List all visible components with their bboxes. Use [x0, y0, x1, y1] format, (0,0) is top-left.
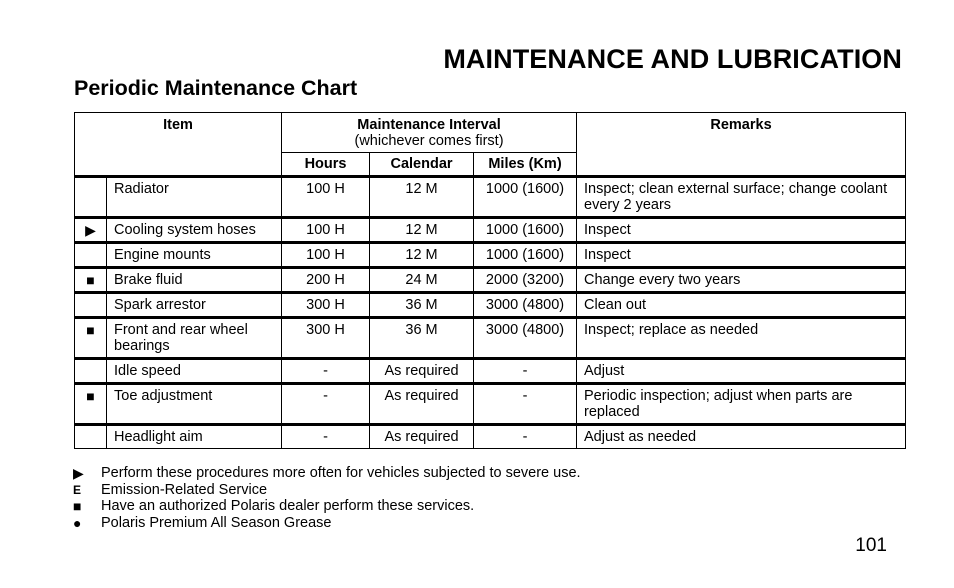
legend-text: Emission-Related Service [101, 481, 268, 498]
legend-symbol: ● [73, 514, 82, 531]
miles-header: Miles (Km) [474, 153, 577, 177]
legend-item [73, 515, 581, 532]
row-miles: 1000 (1600) [474, 218, 577, 243]
legend [73, 465, 581, 531]
legend-symbol: ■ [73, 498, 82, 514]
row-remarks: Adjust [577, 359, 906, 384]
row-remarks: Inspect [577, 218, 906, 243]
row-symbol [75, 359, 107, 384]
row-hours: 100 H [282, 243, 370, 268]
row-symbol [75, 425, 107, 449]
row-calendar: 24 M [370, 268, 474, 293]
legend-item [73, 482, 581, 499]
row-item: Headlight aim [107, 425, 282, 449]
table-row [75, 359, 906, 384]
table-row [75, 243, 906, 268]
table-row [75, 218, 906, 243]
row-hours: 100 H [282, 177, 370, 218]
table-row [75, 293, 906, 318]
legend-text: Perform these procedures more often for vehicles subjected to severe use. [101, 465, 581, 481]
row-item: Front and rear wheel bearings [107, 318, 282, 359]
table-row [75, 268, 906, 293]
table-row [75, 425, 906, 449]
table-row [75, 318, 906, 359]
row-symbol: ■ [75, 318, 107, 359]
page-number: 101 [855, 535, 887, 556]
row-calendar: 12 M [370, 218, 474, 243]
chart-title: Periodic Maintenance Chart [74, 76, 358, 100]
row-symbol: ■ [75, 268, 107, 293]
section-title: MAINTENANCE AND LUBRICATION [443, 44, 902, 74]
row-item: Brake fluid [107, 268, 282, 293]
row-symbol: ▶ [75, 218, 107, 243]
interval-header [282, 113, 577, 153]
row-remarks: Clean out [577, 293, 906, 318]
row-symbol [75, 177, 107, 218]
table-row [75, 177, 906, 218]
row-hours: 300 H [282, 293, 370, 318]
row-calendar: As required [370, 384, 474, 425]
row-remarks: Periodic inspection; adjust when parts are replaced [577, 384, 906, 425]
row-remarks: Adjust as needed [577, 425, 906, 449]
row-calendar: 36 M [370, 318, 474, 359]
legend-symbol: E [73, 482, 82, 497]
legend-text: Polaris Premium All Season Grease [101, 514, 332, 531]
table-row [75, 384, 906, 425]
row-miles: 3000 (4800) [474, 318, 577, 359]
interval-header-sub: (whichever comes first) [354, 133, 504, 149]
row-symbol: ■ [75, 384, 107, 425]
row-miles: 1000 (1600) [474, 243, 577, 268]
row-item: Engine mounts [107, 243, 282, 268]
remarks-header: Remarks [577, 113, 906, 177]
row-hours: 100 H [282, 218, 370, 243]
row-item: Radiator [107, 177, 282, 218]
row-miles: - [474, 425, 577, 449]
row-symbol [75, 293, 107, 318]
row-remarks: Inspect; clean external surface; change coolant every 2 years [577, 177, 906, 218]
row-remarks: Inspect [577, 243, 906, 268]
row-miles: - [474, 384, 577, 425]
item-header: Item [75, 113, 282, 177]
row-hours: 300 H [282, 318, 370, 359]
row-calendar: As required [370, 359, 474, 384]
row-miles: - [474, 359, 577, 384]
row-calendar: As required [370, 425, 474, 449]
legend-item [73, 465, 581, 482]
row-calendar: 36 M [370, 293, 474, 318]
row-remarks: Change every two years [577, 268, 906, 293]
row-hours: - [282, 384, 370, 425]
hours-header: Hours [282, 153, 370, 177]
row-hours: - [282, 359, 370, 384]
row-symbol [75, 243, 107, 268]
maintenance-table [74, 112, 906, 449]
row-remarks: Inspect; replace as needed [577, 318, 906, 359]
row-item: Toe adjustment [107, 384, 282, 425]
interval-header-label: Maintenance Interval [357, 117, 501, 133]
row-item: Idle speed [107, 359, 282, 384]
row-item: Cooling system hoses [107, 218, 282, 243]
row-miles: 1000 (1600) [474, 177, 577, 218]
row-hours: - [282, 425, 370, 449]
row-miles: 3000 (4800) [474, 293, 577, 318]
row-item: Spark arrestor [107, 293, 282, 318]
legend-item [73, 498, 581, 515]
row-calendar: 12 M [370, 243, 474, 268]
row-calendar: 12 M [370, 177, 474, 218]
legend-symbol: ▶ [73, 465, 84, 481]
row-miles: 2000 (3200) [474, 268, 577, 293]
legend-text: Have an authorized Polaris dealer perform these services. [101, 498, 475, 514]
row-hours: 200 H [282, 268, 370, 293]
calendar-header: Calendar [370, 153, 474, 177]
